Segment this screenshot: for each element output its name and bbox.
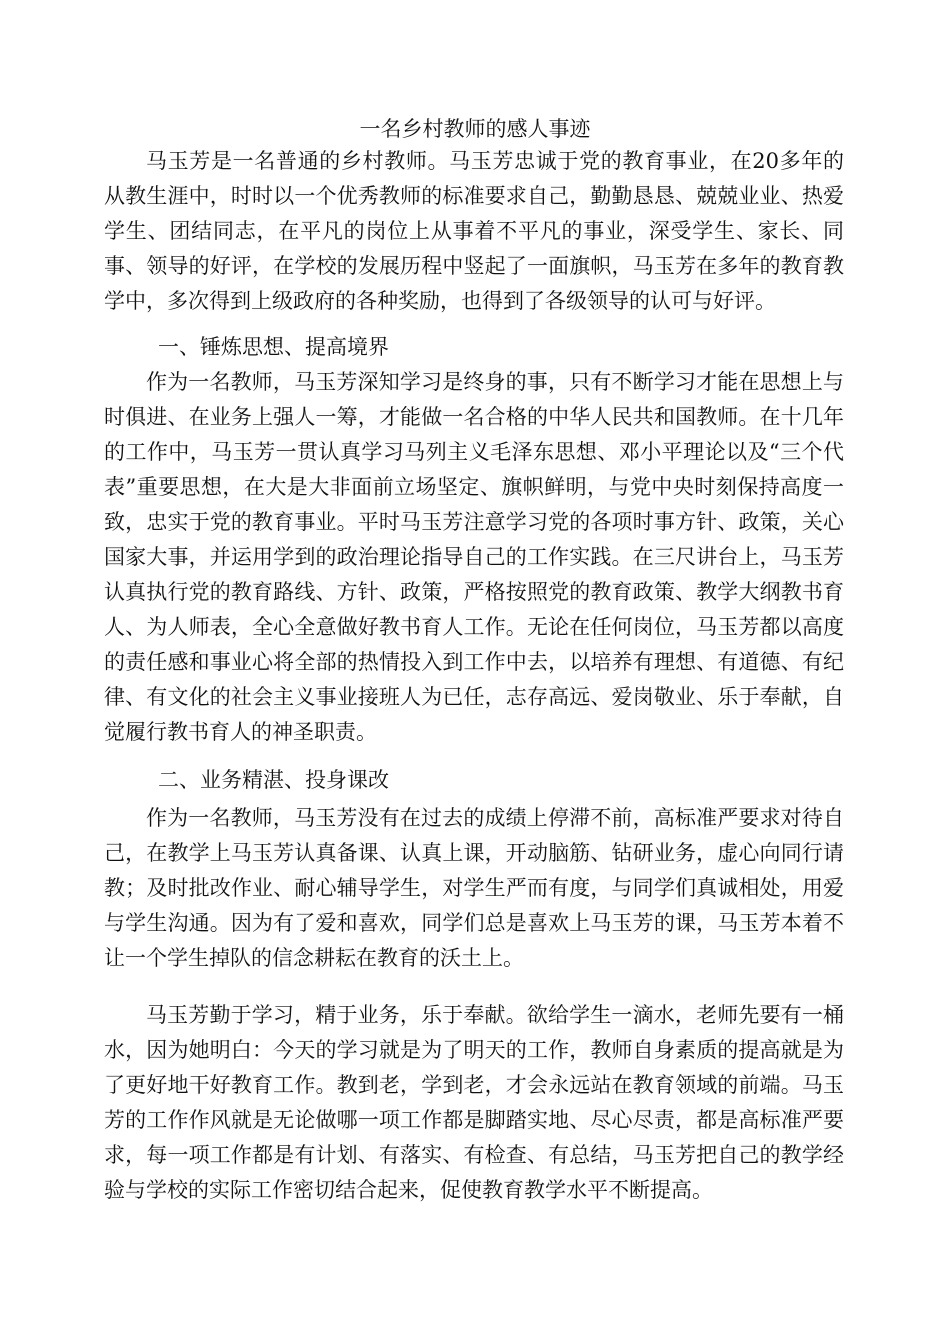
section1-paragraph: 作为一名教师，马玉芳深知学习是终身的事，只有不断学习才能在思想上与时俱进、在业务上强人一筹，才能做一名合格的中华人民共和国教师。在十几年的工作中，马玉芳一贯认真学习马列主义毛泽东思想、邓小平理论以及“三个代表”重要思想，在大是大非面前立场坚定、旗帜鲜明，与党中央时刻保持高度一致，忠实于党的教育事业。平时马玉芳注意学习党的各项时事方针、政策，关心国家大事，并运用学到的政治理论指导自己的工作实践。在三尺讲台上，马玉芳认真执行党的教育路线、方针、政策，严格按照党的教育政策、教学大纲教书育人、为人师表，全心全意做好教书育人工作。无论在任何岗位，马玉芳都以高度的责任感和事业心将全部的热情投入到工作中去，以培养有理想、有道德、有纪律、有文化的社会主义事业接班人为已任，志存高远、爱岗敬业、乐于奉献，自觉履行教书育人的神圣职责。: [104, 370, 844, 744]
intro-paragraph: 马玉芳是一名普通的乡村教师。马玉芳忠诚于党的教育事业，在20多年的从教生涯中，时时以一个优秀教师的标准要求自己，勤勤恳恳、兢兢业业、热爱学生、团结同志，在平凡的岗位上从事着不平凡的事业，深受学生、家长、同事、领导的好评，在学校的发展历程中竖起了一面旗帜，马玉芳在多年的教育教学中，多次得到上级政府的各种奖励，也得到了各级领导的认可与好评。: [104, 149, 844, 313]
section2-paragraph-2: 马玉芳勤于学习，精于业务，乐于奉献。欲给学生一滴水，老师先要有一桶水，因为她明白：今天的学习就是为了明天的工作，教师自身素质的提高就是为了更好地干好教育工作。教到老，学到老，才会永远站在教育领域的前端。马玉芳的工作作风就是无论做哪一项工作都是脚踏实地、尽心尽责，都是高标准严要求，每一项工作都是有计划、有落实、有检查、有总结，马玉芳把自己的教学经验与学校的实际工作密切结合起来，促使教育教学水平不断提高。: [104, 1003, 844, 1202]
section2-paragraph: 作为一名教师，马玉芳没有在过去的成绩上停滞不前，高标准严要求对待自己，在教学上马玉芳认真备课、认真上课，开动脑筋、钻研业务，虚心向同行请教；及时批改作业、耐心辅导学生，对学生严而有度，与同学们真诚相处，用爱与学生沟通。因为有了爱和喜欢，同学们总是喜欢上马玉芳的课，马玉芳本着不让一个学生掉队的信念耕耘在教育的沃土上。: [104, 806, 844, 970]
intro-paragraph-block: [104, 144, 844, 319]
section2-body2-block: [104, 998, 844, 1208]
section2-heading: 二、业务精湛、投身课改: [158, 768, 389, 792]
document-title: 一名乡村教师的感人事迹: [359, 117, 591, 141]
section1-heading: 一、锤炼思想、提高境界: [158, 335, 389, 359]
section2-body-block: [104, 801, 844, 976]
section1-body-block: [104, 365, 844, 750]
